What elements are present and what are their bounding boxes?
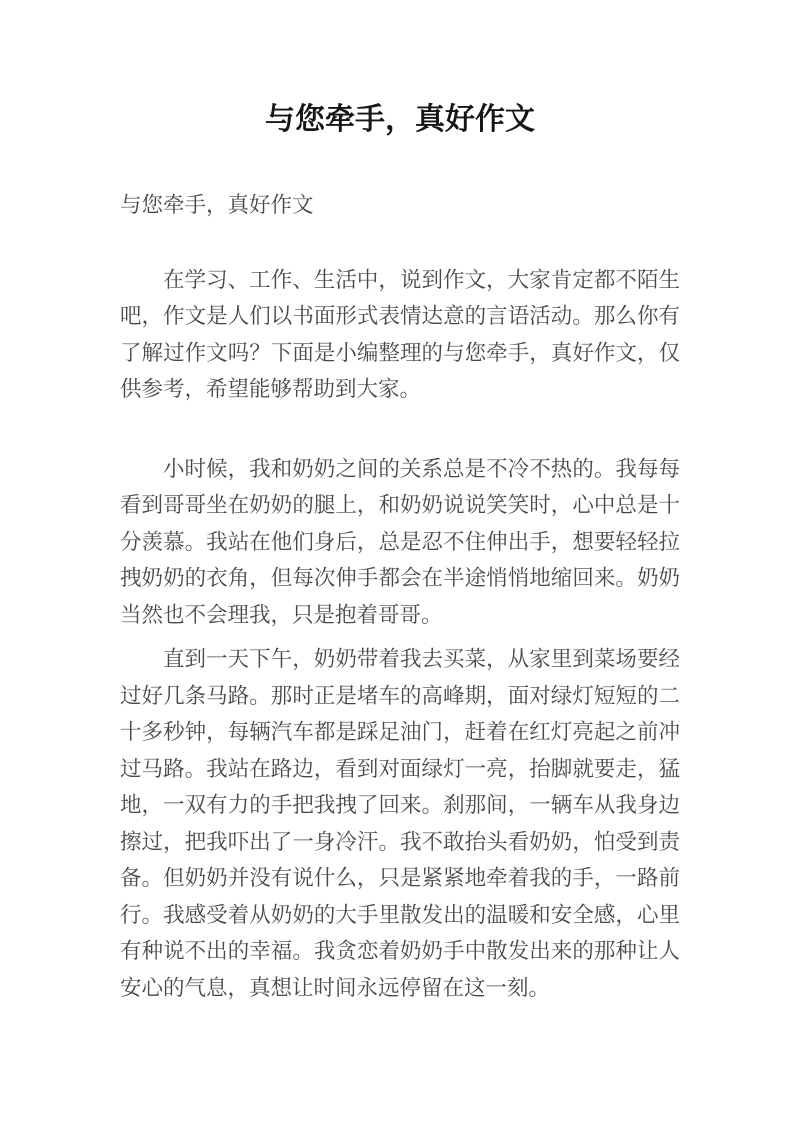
paragraph-intro: 在学习、工作、生活中，说到作文，大家肯定都不陌生吧，作文是人们以书面形式表情达意的言语活动。那么你有了解过作文吗？下面是小编整理的与您牵手，真好作文，仅供参考，希望能够帮助到大家。: [120, 267, 680, 401]
paragraph-body-1: 小时候，我和奶奶之间的关系总是不冷不热的。我每每看到哥哥坐在奶奶的腿上，和奶奶说说笑笑时，心中总是十分羡慕。我站在他们身后，总是忍不住伸出手，想要轻轻拉拽奶奶的衣角，但每次伸手都会在半途悄悄地缩回来。奶奶当然也不会理我，只是抱着哥哥。: [120, 456, 680, 627]
paragraph-body-2: 直到一天下午，奶奶带着我去买菜，从家里到菜场要经过好几条马路。那时正是堵车的高峰期，面对绿灯短短的二十多秒钟，每辆汽车都是踩足油门，赶着在红灯亮起之前冲过马路。我站在路边，看到对面绿灯一亮，抬脚就要走，猛地，一双有力的手把我拽了回来。刹那间，一辆车从我身边擦过，把我吓出了一身冷汗。我不敢抬头看奶奶，怕受到责备。但奶奶并没有说什么，只是紧紧地牵着我的手，一路前行。我感受着从奶奶的大手里散发出的温暖和安全感，心里有种说不出的幸福。我贪恋着奶奶手中散发出来的那种让人安心的气息，真想让时间永远停留在这一刻。: [120, 647, 680, 1000]
document-content: [120, 0, 680, 1006]
document-title: 与您牵手，真好作文: [265, 103, 535, 136]
document-subtitle: 与您牵手，真好作文: [120, 193, 314, 217]
